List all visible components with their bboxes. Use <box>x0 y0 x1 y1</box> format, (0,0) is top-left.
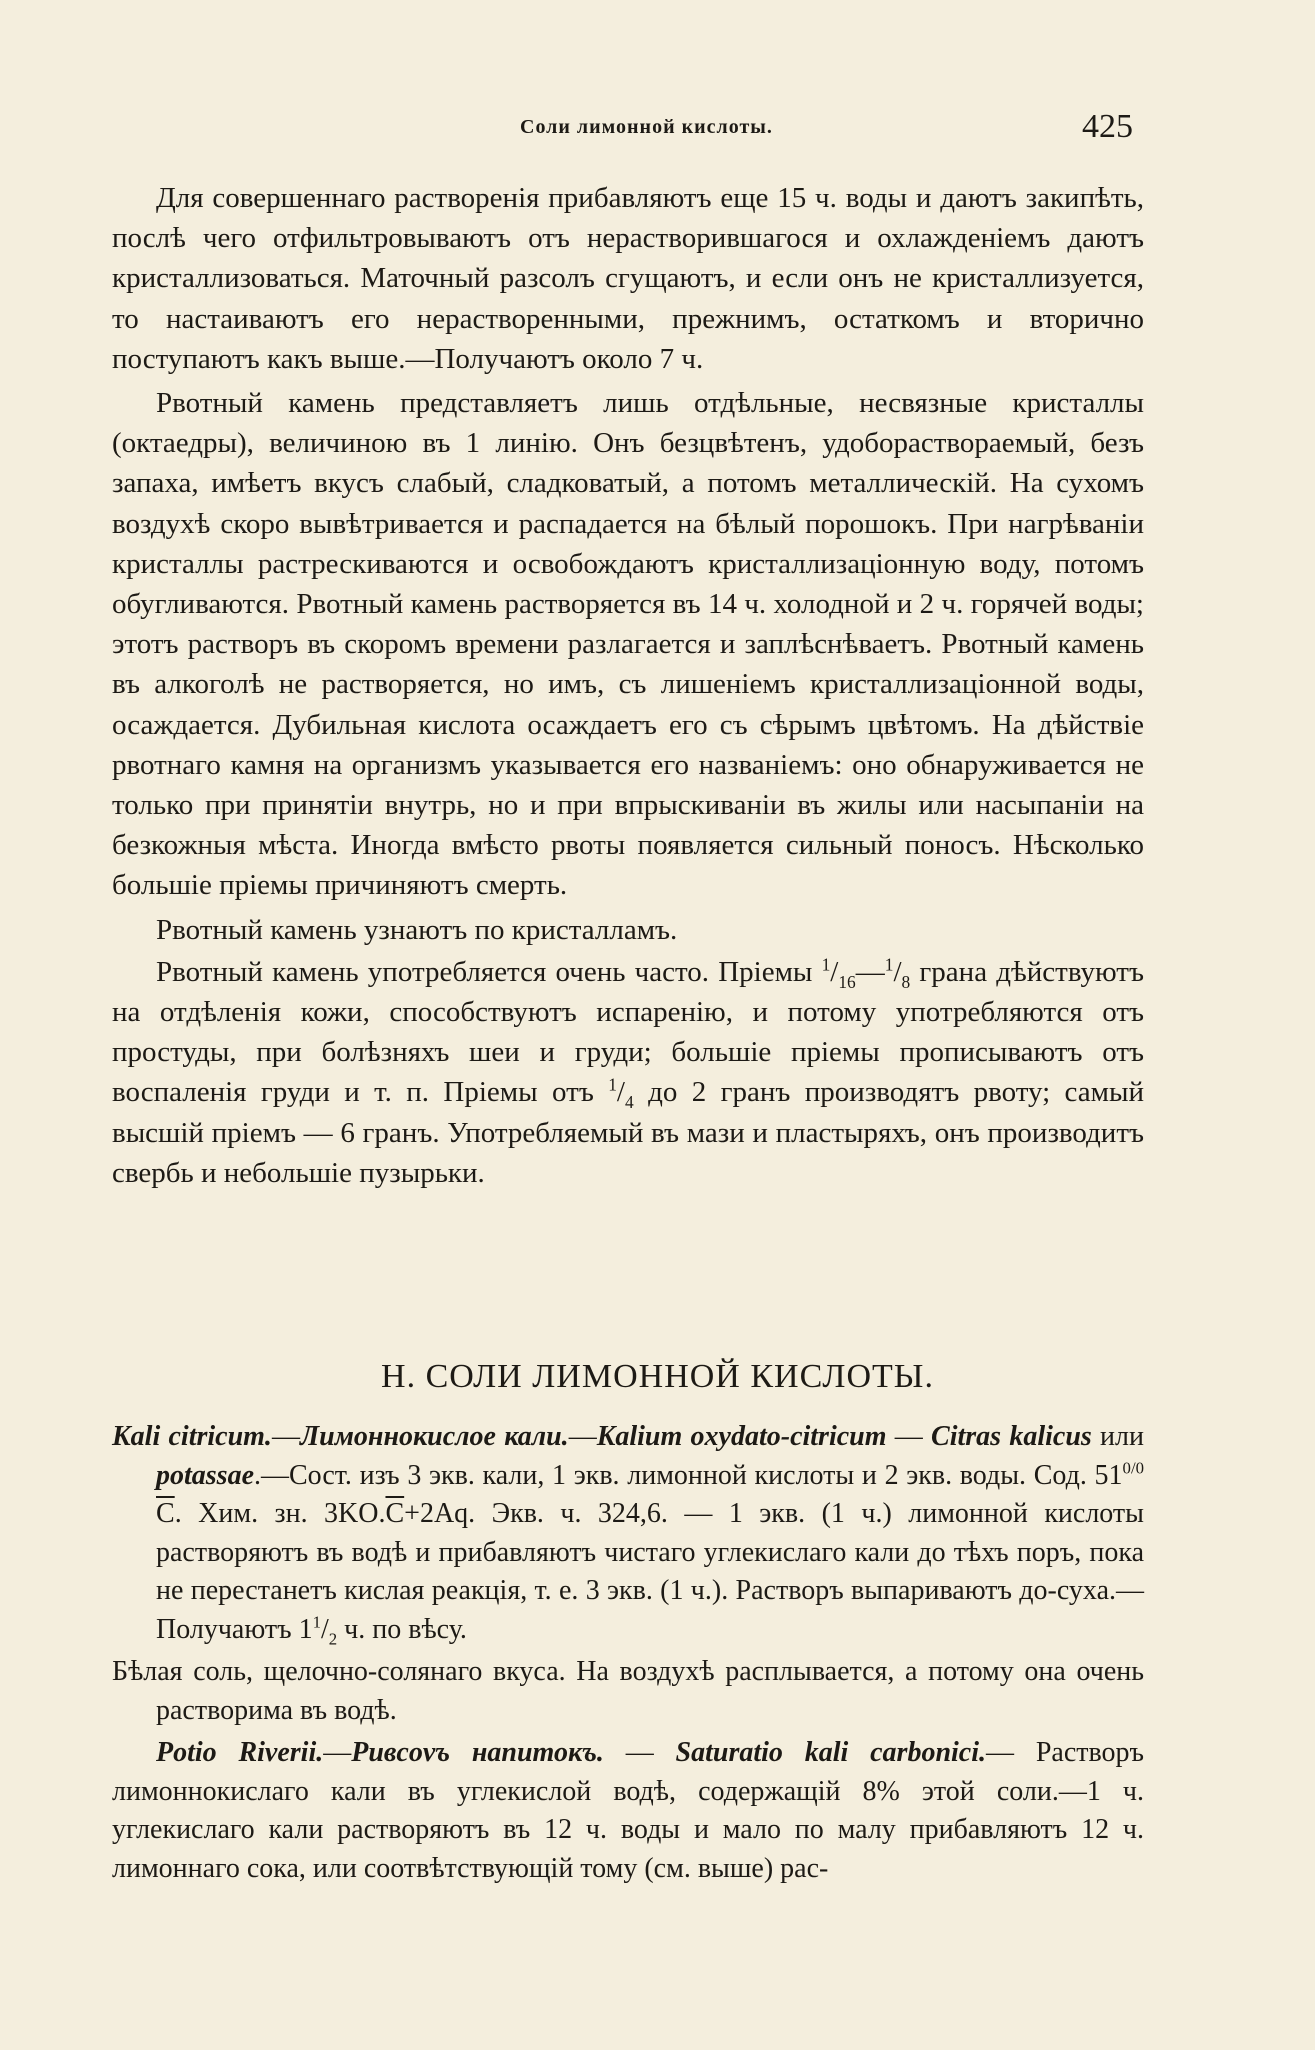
paragraph-text: Рвотный камень употребляется очень часто. Пріемы <box>156 955 822 988</box>
latin-name: Citras kalicus <box>931 1421 1092 1452</box>
entry-text: +2Aq. Экв. ч. 324,6. — 1 экв. (1 ч.) лимонной кислоты растворяютъ въ водѣ и прибавляютъ чистаго углекислаго кали до тѣхъ поръ, пока не перестанетъ кислая реакція, т. е. 3 экв. (1 ч.). Растворъ выпариваютъ до-суха.—Получаютъ 1 <box>156 1498 1144 1645</box>
dash: — <box>323 1737 352 1768</box>
dash: — <box>271 1421 300 1452</box>
page-header <box>0 108 1315 152</box>
fraction-denominator: 16 <box>838 971 856 992</box>
entry-text: . Хим. зн. 3KO. <box>174 1498 386 1529</box>
paragraph: Рвотный камень узнаютъ по кристалламъ. <box>156 913 678 946</box>
fraction-denominator: 8 <box>901 971 911 992</box>
fraction-numerator: 1 <box>821 954 831 975</box>
running-head: Соли лимонной кислоты. <box>520 116 773 138</box>
latin-name: Kali citricum. <box>112 1421 272 1452</box>
dash: — <box>855 955 885 988</box>
paragraph: Рвотный камень употребляется очень часто. Пріемы $^1/_{16}—^1/_8$ грана дѣйствуютъ на отдѣленія кожи, способствуютъ испаренію, и потому употребляются отъ простуды, при болѣзняхъ шеи и груди; большіе пріемы прописываютъ отъ воспаленія груди и т. п. Пріемы отъ $^1/_4$ до 2 гранъ производятъ рвоту; самый высшій пріемъ — 6 гранъ. Употребляемый въ мази и пластыряхъ, онъ производитъ свербь и небольшіе пузырьки. <box>112 954 1145 1189</box>
entry-text: ч. по вѣсу. <box>337 1613 467 1645</box>
dash: — <box>568 1421 597 1452</box>
page-number: 425 <box>1082 108 1133 145</box>
entry-potio-riverii <box>112 1734 1144 1888</box>
latin-name: Saturatio kali carbonici. <box>675 1737 987 1768</box>
fraction-denominator: 4 <box>624 1092 634 1113</box>
russian-name: Лимоннокислое кали. <box>299 1421 569 1452</box>
entry-text: .—Сост. изъ 3 экв. кали, 1 экв. лимонной кислоты и 2 экв. воды. Сод. 51 <box>254 1459 1123 1491</box>
latin-name: Kalium oxydato-citricum <box>596 1421 887 1452</box>
paragraph: Для совершеннаго растворенія прибавляютъ еще 15 ч. воды и даютъ закипѣть, послѣ чего отфильтровываютъ отъ нерастворившагося и охлажденіемъ даютъ кристаллизоваться. Маточный разсолъ сгущаютъ, и если онъ не кристаллизуется, то настаиваютъ его нерастворенными, прежнимъ, остаткомъ и вторично поступаютъ какъ выше.—Получаютъ около 7 ч. <box>112 182 1144 375</box>
body-text <box>112 178 1144 1197</box>
percent-sign: 0/0 <box>1122 1458 1144 1478</box>
section-title: Н. СОЛИ ЛИМОННОЙ КИСЛОТЫ. <box>381 1358 934 1395</box>
russian-name: Ривcovъ напитокъ. <box>351 1737 604 1768</box>
latin-name: potassae <box>156 1459 254 1491</box>
fraction-numerator: 1 <box>608 1074 617 1095</box>
paragraph-text: до 2 гранъ производятъ рвоту; самый высшій пріемъ — 6 гранъ. Употребляемый въ мази и пластыряхъ, онъ производитъ свербь и небольшіе пузырьки. <box>112 1076 1145 1189</box>
dash: — <box>886 1421 932 1452</box>
paragraph-text: грана дѣйствуютъ на отдѣленія кожи, способствуютъ испаренію, и потому употребляются отъ простуды, при болѣзняхъ шеи и груди; большіе пріемы прописываютъ отъ воспаленія груди и т. п. Пріемы отъ <box>112 955 1144 1109</box>
chem-symbol: $\overline{C}$ <box>156 1498 175 1529</box>
paragraph: Рвотный камень представляетъ лишь отдѣльные, несвязные кристаллы (октаедры), величиною въ 1 линію. Онъ безцвѣтенъ, удобораствораемый, безъ запаха, имѣетъ вкусъ слабый, сладковатый, а потомъ металлическій. На сухомъ воздухѣ скоро вывѣтривается и распадается на бѣлый порошокъ. При нагрѣваніи кристаллы растрескиваются и освобождаютъ кристаллизаціонную воду, потомъ обугливаются. Рвотный камень растворяется въ 14 ч. холодной и 2 ч. горячей воды; этотъ растворъ въ скоромъ времени разлагается и заплѣснѣваетъ. Рвотный камень въ алкоголѣ не растворяется, но имъ, съ лишеніемъ кристаллизаціонной воды, осаждается. Дубильная кислота осаждаетъ его съ сѣрымъ цвѣтомъ. На дѣйствіе рвотнаго камня на организмъ указывается его названіемъ: оно обнаруживается не только при принятіи внутрь, но и при впрыскиваніи въ жилы или насыпаніи на безкожныя мѣста. Иногда вмѣсто рвоты появляется сильный поносъ. Нѣсколько большіе пріемы причиняютъ смерть. <box>112 387 1144 902</box>
fraction-numerator: 1 <box>884 954 894 975</box>
conjunction: или <box>1091 1421 1144 1452</box>
latin-name: Potio Riverii. <box>156 1737 324 1768</box>
entry-kali-citricum: Kali citricum.—Лимоннокислое кали.—Kalium oxydato-citricum — Citras kalicus или potassae.—Сост. изъ 3 экв. кали, 1 экв. лимонной кислоты и 2 экв. воды. Сод. $51^{0/0}$ $\overline{C}$. Хим. зн. $3KO.\overline{C}+2Aq$. Экв. ч. 324,6. — 1 экв. (1 ч.) лимонной кислоты растворяютъ въ водѣ и прибавляютъ чистаго углекислаго кали до тѣхъ поръ, пока не перестанетъ кислая реакція, т. е. 3 экв. (1 ч.). Растворъ выпариваютъ до-суха.—Получаютъ $1^1/_2$ ч. по вѣсу. <box>112 1421 1144 1649</box>
entry-text: — Растворъ лимоннокислаго кали въ углекислой водѣ, содержащій 8% этой соли.—1 ч. углекислаго кали растворяютъ въ 12 ч. воды и мало по малу прибавляютъ 12 ч. лимоннаго сока, или соотвѣтствующій тому (см. выше) рас- <box>112 1737 1145 1884</box>
dash: — <box>603 1737 676 1768</box>
entry-description: Бѣлая соль, щелочно-солянаго вкуса. На воздухѣ расплывается, а потому она очень растворима въ водѣ. <box>112 1656 1144 1726</box>
fraction-denominator: 2 <box>328 1629 338 1649</box>
section-body <box>112 1418 1144 1892</box>
chem-symbol: $\overline{C}$ <box>385 1498 405 1529</box>
fraction-numerator: 1 <box>312 1612 321 1632</box>
